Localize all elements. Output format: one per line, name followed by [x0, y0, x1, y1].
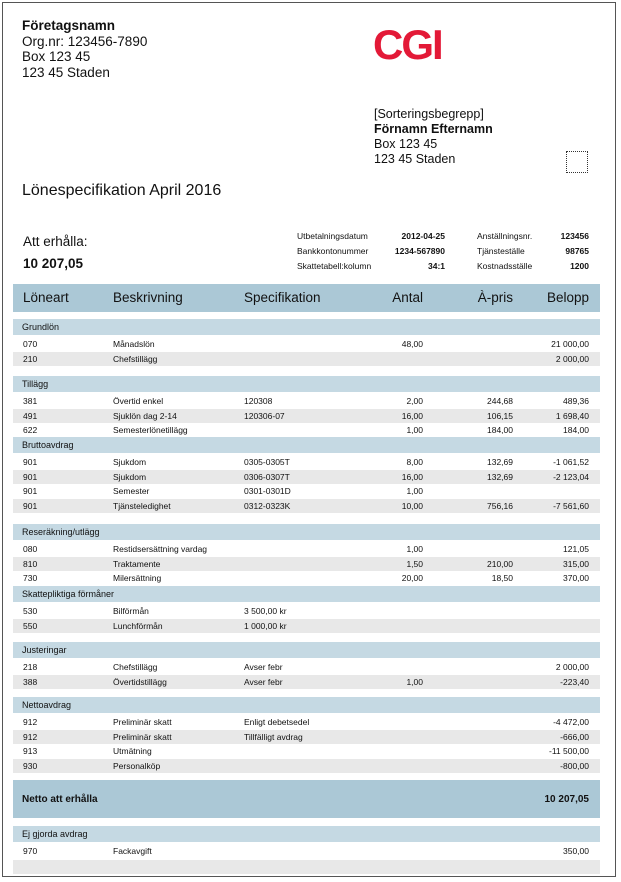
- info-row: [297, 244, 445, 259]
- recipient-sort: [Sorteringsbegrepp]: [374, 107, 484, 121]
- cell-code: 388: [23, 676, 38, 687]
- cell-code: 901: [23, 486, 38, 496]
- cgi-logo-text: CGI: [373, 24, 442, 64]
- cell-spec: 0301-0301D: [244, 486, 291, 496]
- cell-code: 912: [23, 717, 38, 727]
- cell-price: 244,68: [487, 396, 513, 406]
- cell-spec: 120306-07: [244, 410, 285, 421]
- table-row: [13, 352, 600, 366]
- cell-desc: Personalköp: [113, 760, 161, 771]
- section-header: [13, 642, 600, 658]
- cell-qty: 1,00: [406, 676, 423, 687]
- cell-qty: 16,00: [401, 410, 423, 421]
- employment-info: [477, 229, 589, 274]
- section-title: Bruttoavdrag: [22, 440, 74, 450]
- cell-code: 381: [23, 396, 38, 406]
- section-header: [13, 697, 600, 713]
- section-title: Nettoavdrag: [22, 700, 72, 710]
- cell-code: 901: [23, 471, 38, 482]
- table-row: [13, 337, 600, 351]
- info-value: 1200: [570, 261, 589, 271]
- info-key: Skattetabell:kolumn: [297, 261, 372, 271]
- cell-price: 106,15: [487, 410, 513, 421]
- info-value: 34:1: [427, 261, 445, 271]
- info-row: [297, 259, 445, 274]
- cell-code: 210: [23, 353, 38, 364]
- cell-amount: -2 123,04: [553, 471, 589, 482]
- info-value: 98765: [565, 246, 589, 256]
- cell-price: 132,69: [487, 457, 513, 467]
- section-title: Ej gjorda avdrag: [22, 829, 88, 839]
- cell-code: 810: [23, 558, 38, 569]
- cell-desc: Lunchförmån: [113, 620, 163, 631]
- cell-code: 730: [23, 573, 38, 583]
- cell-amount: -11 500,00: [548, 746, 589, 756]
- table-row: [13, 660, 600, 674]
- cell-desc: Övertidstillägg: [113, 676, 167, 687]
- cell-amount: 370,00: [563, 573, 589, 583]
- cell-price: 756,16: [487, 500, 513, 511]
- company-address2: 123 45 Staden: [22, 64, 110, 80]
- cell-amount: 315,00: [563, 558, 589, 569]
- table-row: [13, 844, 600, 858]
- payment-info: [297, 229, 445, 274]
- recipient-address2: 123 45 Staden: [374, 152, 456, 166]
- table-row: [13, 759, 600, 773]
- table-row: [13, 423, 600, 437]
- info-row: [477, 244, 589, 259]
- cell-code: 912: [23, 731, 38, 742]
- cell-desc: Restidsersättning vardag: [113, 544, 208, 554]
- payout-label: Att erhålla:: [23, 234, 88, 249]
- net-label: Netto att erhålla: [22, 794, 98, 805]
- recipient-name: Förnamn Efternamn: [374, 122, 493, 136]
- cell-spec: 120308: [244, 396, 273, 406]
- cell-desc: Månadslön: [113, 339, 155, 349]
- section-header: [13, 437, 600, 453]
- section-title: Skattepliktiga förmåner: [22, 589, 115, 599]
- table-row: [13, 571, 600, 585]
- cell-amount: -223,40: [560, 676, 589, 687]
- cell-code: 901: [23, 500, 38, 511]
- cell-spec: 0306-0307T: [244, 471, 290, 482]
- info-value: 1234-567890: [394, 246, 445, 256]
- payout-value: 10 207,05: [23, 256, 84, 271]
- table-row: [13, 675, 600, 689]
- cell-amount: 489,36: [563, 396, 589, 406]
- stamp-box: [566, 151, 588, 173]
- info-key: Kostnadsställe: [477, 261, 533, 271]
- table-row: [13, 619, 600, 633]
- section-header: [13, 524, 600, 540]
- cell-price: 132,69: [487, 471, 513, 482]
- cell-code: 550: [23, 620, 38, 631]
- cell-desc: Sjuklön dag 2-14: [113, 410, 177, 421]
- cell-desc: Sjukdom: [113, 457, 147, 467]
- cell-amount: -7 561,60: [553, 500, 589, 511]
- cell-amount: 21 000,00: [551, 339, 589, 349]
- cell-amount: 1 698,40: [555, 410, 589, 421]
- cell-code: 622: [23, 425, 38, 435]
- section-header: [13, 376, 600, 392]
- col-desc: Beskrivning: [113, 290, 183, 305]
- col-qty: Antal: [392, 290, 423, 305]
- table-row: [13, 455, 600, 469]
- cell-amount: -1 061,52: [553, 457, 589, 467]
- company-block: [22, 18, 147, 80]
- info-value: 123456: [560, 231, 589, 241]
- cell-desc: Semester: [113, 486, 150, 496]
- cell-amount: 2 000,00: [555, 353, 589, 364]
- cell-desc: Traktamente: [113, 558, 161, 569]
- company-name: Företagsnamn: [22, 18, 116, 33]
- cell-spec: 0312-0323K: [244, 500, 291, 511]
- cell-qty: 10,00: [401, 500, 423, 511]
- cell-desc: Semesterlönetillägg: [113, 425, 188, 435]
- section-title: Tillägg: [22, 379, 49, 389]
- cell-desc: Milersättning: [113, 573, 162, 583]
- table-row: [13, 484, 600, 498]
- cell-qty: 1,50: [406, 558, 423, 569]
- table-row: [13, 744, 600, 758]
- cell-qty: 16,00: [401, 471, 423, 482]
- section-header: [13, 826, 600, 842]
- cell-spec: Avser febr: [244, 676, 283, 687]
- cell-amount: -800,00: [560, 760, 589, 771]
- cell-desc: Tjänsteledighet: [113, 500, 171, 511]
- cell-desc: Utmätning: [113, 746, 152, 756]
- cell-desc: Övertid enkel: [113, 396, 164, 406]
- table-row: [13, 604, 600, 618]
- cell-code: 930: [23, 760, 38, 771]
- cell-spec: Enligt debetsedel: [244, 717, 310, 727]
- cell-qty: 8,00: [406, 457, 423, 467]
- cell-qty: 2,00: [406, 396, 423, 406]
- cell-qty: 1,00: [406, 425, 423, 435]
- cell-code: 218: [23, 662, 38, 672]
- cell-price: 210,00: [487, 558, 513, 569]
- recipient-block: [374, 107, 493, 167]
- info-key: Anställningsnr.: [477, 231, 533, 241]
- cell-qty: 1,00: [406, 486, 423, 496]
- cell-amount: 184,00: [563, 425, 589, 435]
- cell-price: 18,50: [491, 573, 513, 583]
- col-amount: Belopp: [546, 290, 589, 305]
- cell-code: 080: [23, 544, 38, 554]
- cell-code: 530: [23, 606, 38, 616]
- cell-desc: Bilförmån: [113, 606, 149, 616]
- cell-amount: -666,00: [560, 731, 589, 742]
- company-address1: Box 123 45: [22, 49, 91, 64]
- col-code: Löneart: [23, 290, 69, 305]
- info-value: 2012-04-25: [401, 231, 445, 241]
- cell-spec: 0305-0305T: [244, 457, 290, 467]
- cell-code: 491: [23, 410, 38, 421]
- cell-qty: 48,00: [401, 339, 423, 349]
- section-title: Justeringar: [22, 645, 67, 655]
- table-filler-row: [13, 860, 600, 874]
- section-header: [13, 586, 600, 602]
- table-row: [13, 542, 600, 556]
- info-row: [297, 229, 445, 244]
- cell-desc: Preliminär skatt: [113, 717, 172, 727]
- info-key: Bankkontonummer: [297, 246, 369, 256]
- section-title: Grundlön: [22, 322, 60, 332]
- cell-code: 970: [23, 846, 38, 856]
- table-row: [13, 715, 600, 729]
- net-value: 10 207,05: [544, 794, 589, 805]
- cell-amount: -4 472,00: [553, 717, 589, 727]
- table-row: [13, 394, 600, 408]
- col-spec: Specifikation: [244, 290, 321, 305]
- info-key: Tjänsteställe: [477, 246, 525, 256]
- cell-code: 913: [23, 746, 38, 756]
- cell-amount: 121,05: [563, 544, 589, 554]
- table-row: [13, 557, 600, 571]
- cell-spec: Avser febr: [244, 662, 283, 672]
- cell-qty: 20,00: [401, 573, 423, 583]
- cell-amount: 350,00: [563, 846, 589, 856]
- cell-spec: 1 000,00 kr: [244, 620, 287, 631]
- cell-qty: 1,00: [406, 544, 423, 554]
- cell-code: 070: [23, 339, 38, 349]
- table-row: [13, 470, 600, 484]
- cell-amount: 2 000,00: [555, 662, 589, 672]
- cell-desc: Fackavgift: [113, 846, 152, 856]
- document-title: Lönespecifikation April 2016: [22, 182, 222, 199]
- cell-desc: Preliminär skatt: [113, 731, 172, 742]
- col-price: À-pris: [477, 290, 513, 305]
- company-org: Org.nr: 123456-7890: [22, 33, 148, 49]
- table-row: [13, 499, 600, 513]
- cgi-logo: [373, 24, 461, 64]
- table-row: [13, 730, 600, 744]
- cell-desc: Chefstillägg: [113, 353, 158, 364]
- info-key: Utbetalningsdatum: [297, 231, 368, 241]
- table-header: [13, 284, 600, 312]
- cell-price: 184,00: [487, 425, 513, 435]
- cell-spec: Tillfälligt avdrag: [244, 731, 303, 742]
- section-title: Reseräkning/utlägg: [22, 527, 100, 537]
- cell-code: 901: [23, 457, 38, 467]
- cell-spec: 3 500,00 kr: [244, 606, 287, 616]
- cell-desc: Chefstillägg: [113, 662, 158, 672]
- info-row: [477, 259, 589, 274]
- table-row: [13, 409, 600, 423]
- recipient-address1: Box 123 45: [374, 137, 438, 151]
- section-header: [13, 319, 600, 335]
- cell-desc: Sjukdom: [113, 471, 147, 482]
- info-row: [477, 229, 589, 244]
- net-pay-row: [13, 780, 600, 818]
